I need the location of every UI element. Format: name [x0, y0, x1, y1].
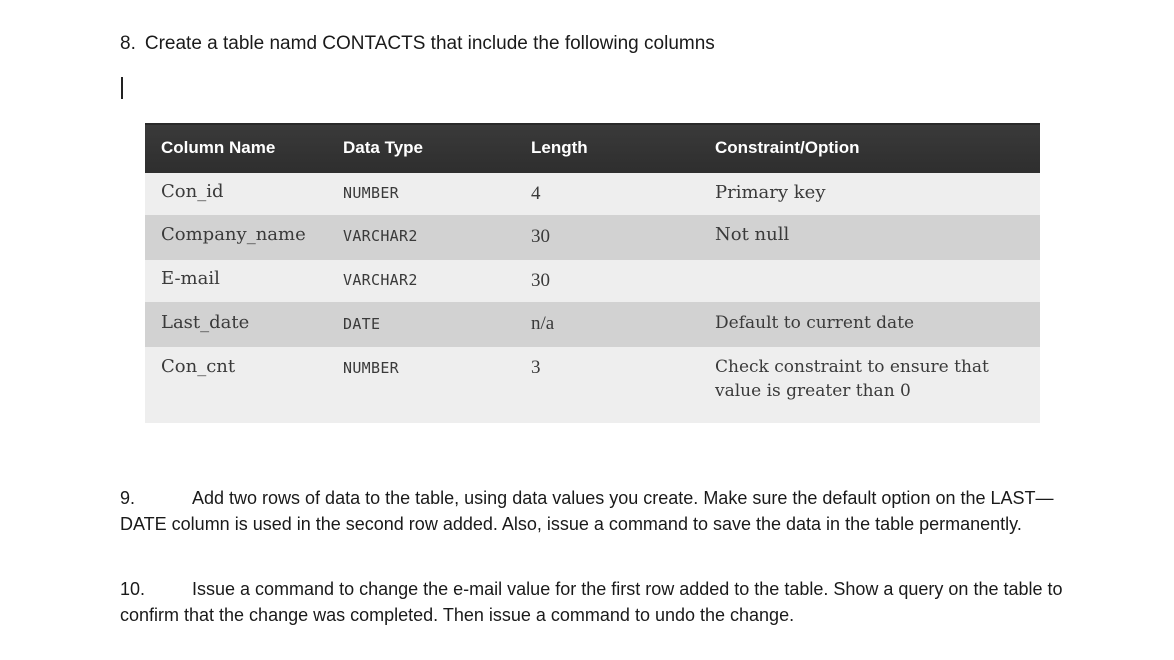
header-length: Length	[531, 138, 588, 157]
header-column-name: Column Name	[161, 138, 276, 157]
table-header-row	[145, 123, 1040, 173]
header-constraint-option: Constraint/Option	[715, 138, 860, 157]
text-cursor	[121, 77, 123, 99]
cell-length: 3	[531, 357, 541, 378]
cell-column-name: Con_id	[161, 181, 224, 202]
cell-length: 4	[531, 183, 541, 204]
question-8-text: Create a table namd CONTACTS that include the following columns	[144, 33, 715, 54]
question-10-number: 10.	[120, 579, 146, 599]
table-row	[145, 347, 1040, 423]
question-10-text: Issue a command to change the e-mail value for the first row added to the table. Show a query on the table to confirm that the change was completed. Then issue a command to undo the change.	[120, 579, 1063, 625]
header-data-type: Data Type	[343, 138, 423, 157]
cell-column-name: Company_name	[161, 224, 306, 245]
cell-constraint: Not null	[715, 224, 790, 245]
cell-constraint: Primary key	[715, 182, 826, 203]
question-8	[120, 33, 715, 55]
cell-data-type: NUMBER	[343, 359, 399, 377]
question-9-text: Add two rows of data to the table, using data values you create. Make sure the default option on the LAST—DATE column is used in the second row added. Also, issue a command to save the data in the table permanently.	[120, 488, 1054, 534]
cell-constraint: Default to current date	[715, 313, 915, 333]
question-10	[120, 576, 1080, 628]
table-row	[145, 260, 1040, 302]
cell-constraint: Check constraint to ensure that	[715, 357, 989, 377]
contacts-table-image	[145, 123, 1040, 423]
cell-length: 30	[531, 270, 550, 291]
cell-column-name: E-mail	[161, 268, 220, 289]
table-row	[145, 302, 1040, 347]
cell-length: 30	[531, 226, 550, 247]
cell-constraint-line2: value is greater than 0	[715, 381, 911, 401]
cell-length: n/a	[531, 313, 555, 334]
cell-column-name: Con_cnt	[161, 356, 236, 377]
question-9	[120, 485, 1080, 537]
table-row	[145, 173, 1040, 215]
cell-column-name: Last_date	[161, 312, 250, 333]
cell-data-type: NUMBER	[343, 184, 399, 202]
table-row	[145, 215, 1040, 260]
cell-data-type: DATE	[343, 315, 381, 333]
question-8-number: 8.	[120, 33, 136, 54]
question-9-number: 9.	[120, 488, 136, 508]
cell-data-type: VARCHAR2	[343, 271, 418, 289]
cell-data-type: VARCHAR2	[343, 227, 418, 245]
